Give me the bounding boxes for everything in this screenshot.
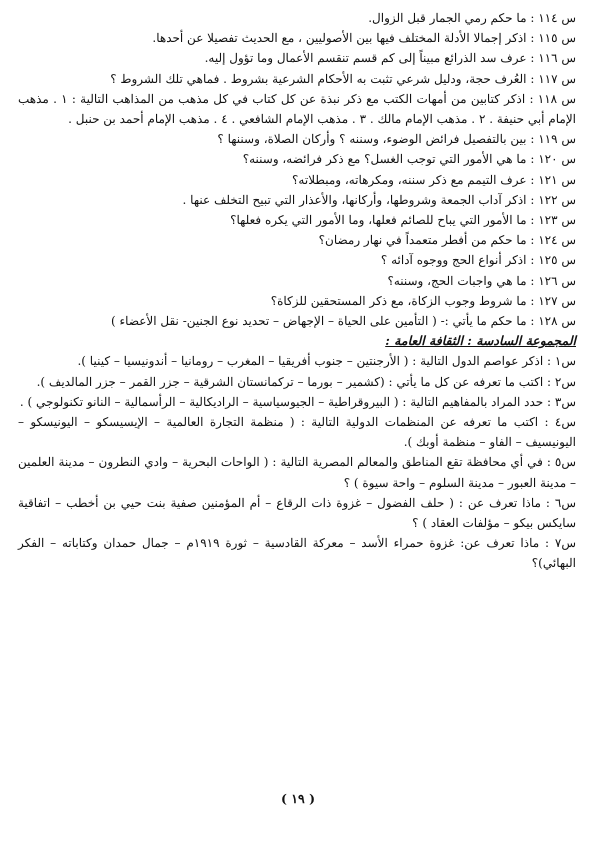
culture-question-2 (18, 372, 576, 392)
question-text: عرف التيمم مع ذكر سننه، ومكرهاته، ومبطلاته؟ (292, 172, 527, 187)
question-label: س ١٢٥ : (530, 253, 576, 268)
question-text: اذكر كتابين من أمهات الكتب مع ذكر نبذة عن كل كتاب في كل مذهب من المذاهب التالية : ١ . مذهب الإمام أبي حنيفة . ٢ . مذهب الإمام مالك . ٣ . مذهب الإمام الشافعي . ٤ . مذهب الإمام أحمد بن حنبل . (18, 91, 576, 127)
culture-question-3 (18, 392, 576, 412)
question-123 (18, 210, 576, 230)
question-text: ما هي واجبات الحج، وسننه؟ (387, 273, 527, 288)
question-text: ما شروط وجوب الزكاة، مع ذكر المستحقين للزكاة؟ (270, 293, 527, 308)
question-label: س ١١٤ : (530, 11, 576, 25)
question-label: س ١١٩ : (530, 132, 576, 147)
question-116 (18, 48, 576, 68)
culture-question-5 (18, 452, 576, 492)
culture-question-6 (18, 493, 576, 533)
question-text: حدد المراد بالمفاهيم التالية : ( البيروقراطية – الجيوسياسية – الراديكالية – الرأسمالية – النانو تكنولوجي ) . (19, 394, 544, 409)
question-text: العُرف حجة، ودليل شرعي تثبت به الأحكام الشرعية بشروط . فماهي تلك الشروط ؟ (110, 71, 527, 86)
question-text: اذكر إجمالا الأدلة المختلف فيها بين الأصوليين ، مع الحديث تفصيلا عن أحدها. (152, 31, 527, 46)
question-125 (18, 250, 576, 270)
question-label: س ١٢٨ : (530, 314, 576, 329)
question-122 (18, 190, 576, 210)
question-label: س١ : (547, 354, 576, 369)
question-text: ما حكم ما يأتي :- ( التأمين على الحياة – الإجهاض – تحديد نوع الجنين- نقل الأعضاء ) (111, 314, 527, 329)
question-128 (18, 311, 576, 331)
question-label: س ١١٦ : (530, 51, 576, 66)
question-text: اذكر عواصم الدول التالية : ( الأرجنتين – جنوب أفريقيا – المغرب – رومانيا – أندونيسيا – كينيا ). (77, 354, 544, 369)
question-label: س ١١٥ : (530, 31, 576, 46)
culture-question-7 (18, 533, 576, 573)
question-label: س ١٢١ : (530, 172, 576, 187)
question-text: ماذا تعرف عن : ( حلف الفضول – غزوة ذات الرقاع – أم المؤمنين صفية بنت حيي بن أخطب – اتفاقية سايكس بيكو – مؤلفات العقاد ) ؟ (18, 495, 576, 531)
question-text: ماذا تعرف عن: غزوة حمراء الأسد – معركة القادسية – ثورة ١٩١٩م – جمال حمدان وكتاباته – الفكر البهائي)؟ (18, 536, 576, 571)
question-126 (18, 271, 576, 291)
section-title: المجموعة السادسة : الثقافة العامة : (385, 333, 576, 349)
question-124 (18, 230, 576, 250)
question-text: ما الأمور التي يباح للصائم فعلها، وما الأمور التي يكره فعلها؟ (230, 213, 527, 228)
culture-question-4 (18, 412, 576, 452)
question-label: س٦ : (545, 495, 576, 510)
question-117 (18, 69, 576, 89)
question-127 (18, 291, 576, 311)
question-text: ما هي الأمور التي توجب الغسل؟ مع ذكر فرائضه، وسننه؟ (242, 152, 527, 167)
question-text: ما حكم رمي الجمار قبل الزوال. (368, 11, 527, 25)
question-label: س ١٢٠ : (530, 152, 576, 167)
question-label: س ١٢٦ : (530, 273, 576, 288)
question-text: في أي محافظة تقع المناطق والمعالم المصرية التالية : ( الواحات البحرية – وادي النطرون – مدينة العلمين – مدينة العبور – مدينة السلوم – واحة سيوة ) ؟ (18, 455, 576, 490)
question-label: س ١٢٧ : (530, 293, 576, 308)
question-115 (18, 28, 576, 48)
question-text: اكتب ما تعرفه عن المنظمات الدولية التالية : ( منظمة التجارة العالمية – الإيسيسكو – اليونيسكو – اليونيسيف – الفاو – منظمة أوبك ). (18, 415, 576, 450)
question-text: اذكر أنواع الحج ووجوه آدائه ؟ (380, 253, 527, 268)
question-119 (18, 129, 576, 149)
question-label: س٤ : (544, 415, 576, 430)
question-121 (18, 170, 576, 190)
question-114 (18, 8, 576, 28)
question-label: س ١١٧ : (530, 71, 576, 86)
page-content (18, 8, 576, 574)
question-label: س ١٢٣ : (530, 213, 576, 228)
question-text: بين بالتفصيل فرائض الوضوء، وسننه ؟ وأركان الصلاة، وسننها ؟ (217, 132, 527, 147)
culture-question-1 (18, 351, 576, 371)
question-120 (18, 149, 576, 169)
question-text: اذكر آداب الجمعة وشروطها، وأركانها، والأعذار التي تبيح التخلف عنها . (182, 192, 527, 207)
question-label: س ١٢٤ : (530, 233, 576, 248)
question-118 (18, 89, 576, 129)
question-text: ما حكم من أفطر متعمداً في نهار رمضان؟ (318, 233, 527, 248)
question-label: س ١٢٢ : (530, 192, 576, 207)
question-label: س٥ : (546, 455, 576, 470)
question-label: س٣ : (547, 394, 576, 409)
question-label: س٧ : (545, 536, 576, 551)
question-text: اكتب ما تعرفه عن كل ما يأتي : (كشمير – بورما – تركمانستان الشرقية – جزر القمر – جزر المالديف ). (36, 374, 544, 389)
question-label: س ١١٨ : (529, 91, 577, 106)
question-label: س٢ : (547, 374, 576, 389)
question-text: عرف سد الذرائع مبيناً إلى كم قسم تنقسم الأعمال وما تؤول إليه. (204, 51, 527, 66)
page-number: ( ١٩ ) (281, 791, 315, 806)
